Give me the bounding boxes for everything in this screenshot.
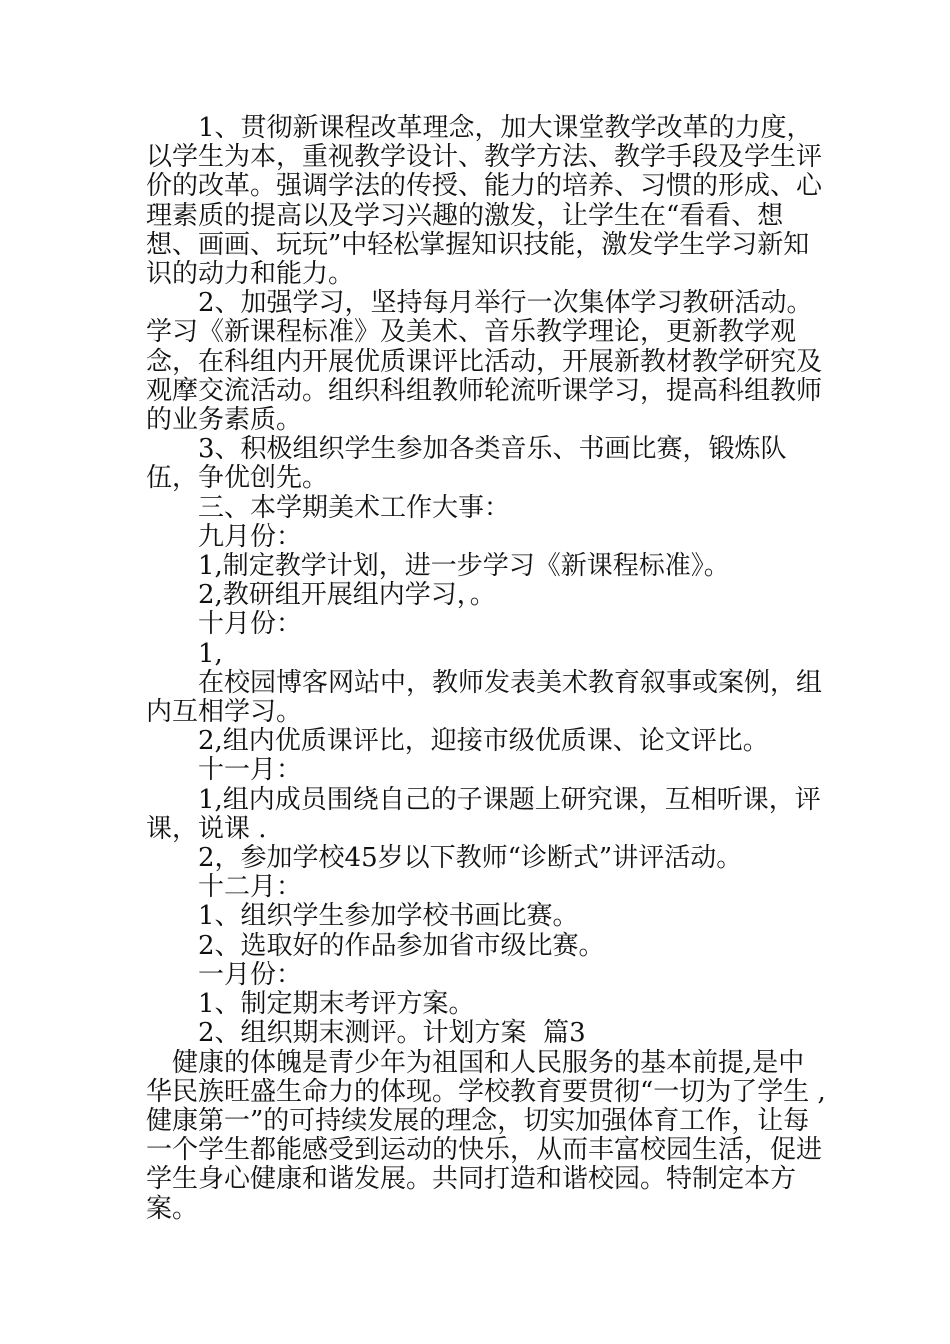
paragraph-health-intro: 健康的体魄是青少年为祖国和人民服务的基本前提,是中华民族旺盛生命力的体现。学校教育要贯彻“一切为了学生 ,健康第一”的可持续发展的理念，切实加强体育工作，让每一个学生都能感受到运动的快乐，从而丰富校园生活，促进学生身心健康和谐发展。共同打造和谐校园。特制定本方案。 <box>146 1047 826 1224</box>
list-item: 1,制定教学计划，进一步学习《新课程标准》。 <box>198 551 730 582</box>
list-item: 2，参加学校45岁以下教师“诊断式”讲评活动。 <box>198 843 743 874</box>
document-body <box>146 114 826 1224</box>
list-item-number: 1, <box>198 638 223 669</box>
list-item: 2、组织期末测评。计划方案 篇3 <box>198 1018 586 1049</box>
list-item: 1,组内成员围绕自己的子课题上研究课，互相听课，评课，说课 . <box>146 784 821 844</box>
month-heading-january: 一月份： <box>198 959 303 990</box>
list-item: 1、制定期末考评方案。 <box>198 989 475 1020</box>
paragraph-competitions: 3、积极组织学生参加各类音乐、书画比赛，锻炼队伍，争优创先。 <box>146 434 787 494</box>
list-item: 在校园博客网站中，教师发表美术教育叙事或案例，组内互相学习。 <box>146 667 823 728</box>
section-heading-art-events: 三、本学期美术工作大事： <box>198 492 511 523</box>
paragraph-reform-concept: 1、贯彻新课程改革理念，加大课堂教学改革的力度，以学生为本，重视教学设计、教学方法、教学手段及学生评价的改革。强调学法的传授、能力的培养、习惯的形成、心理素质的提高以及学习兴趣的激发，让学生在“看看、想想、画画、玩玩”中轻松掌握知识技能，激发学生学习新知识的动力和能力。 <box>146 113 823 290</box>
month-heading-october: 十月份： <box>198 609 303 640</box>
month-heading-september: 九月份： <box>198 521 303 552</box>
list-item: 2、选取好的作品参加省市级比赛。 <box>198 930 605 961</box>
paragraph-strengthen-study: 2、加强学习，坚持每月举行一次集体学习教研活动。学习《新课程标准》及美术、音乐教学理论，更新教学观念，在科组内开展优质课评比活动，开展新教材教学研究及观摩交流活动。组织科组教师轮流听课学习，提高科组教师的业务素质。 <box>146 288 823 436</box>
month-heading-december: 十二月： <box>198 872 303 903</box>
list-item: 2,组内优质课评比，迎接市级优质课、论文评比。 <box>198 726 769 757</box>
month-heading-november: 十一月： <box>198 755 303 786</box>
list-item: 1、组织学生参加学校书画比赛。 <box>198 901 579 932</box>
list-item: 2,教研组开展组内学习，。 <box>198 580 496 611</box>
